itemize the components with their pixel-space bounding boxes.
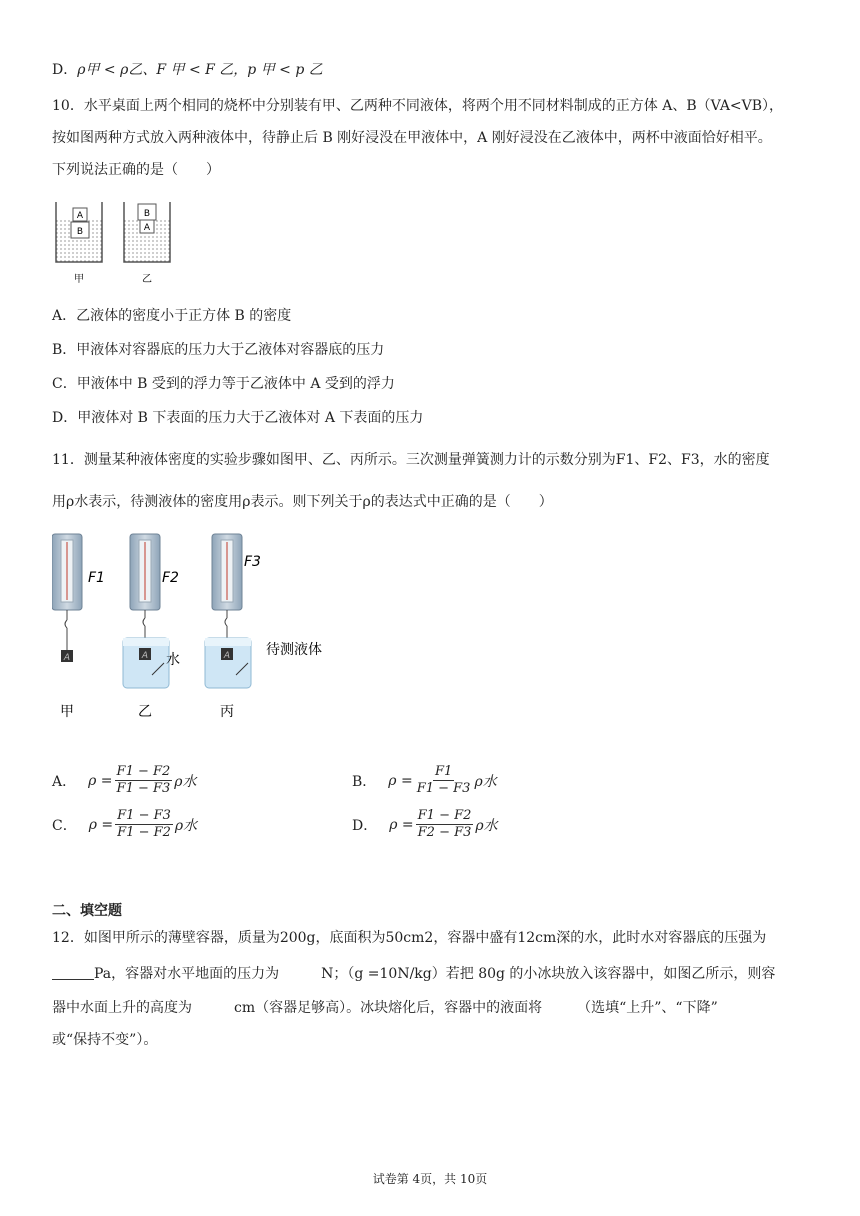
q11-spring-scale-jia xyxy=(52,534,105,720)
q10-beaker-jia xyxy=(56,202,102,285)
q12-line3: 器中水面上升的高度为 cm（容器足够高）。冰块熔化后，容器中的液面将 （选填“上升”、“下降” xyxy=(52,1000,718,1016)
q11-option-d-rho: ρ = xyxy=(389,816,414,833)
q11-option-d-rho-water: ρ水 xyxy=(475,817,498,834)
q11-option-b-label: B． xyxy=(352,773,377,790)
q11-option-b-denominator: F1 − F3 xyxy=(416,781,471,796)
q11-option-c-denominator: F1 − F2 xyxy=(117,825,171,840)
q11-option-a-denominator: F1 − F3 xyxy=(116,781,171,796)
q12-line2 xyxy=(52,964,775,984)
q11-block-label-jia: A xyxy=(63,653,71,663)
q10-option-c: C．甲液体中 B 受到的浮力等于乙液体中 A 受到的浮力 xyxy=(52,376,395,392)
q11-option-a-numerator: F1 − F2 xyxy=(116,764,171,779)
q10-option-b: B．甲液体对容器底的压力大于乙液体对容器底的压力 xyxy=(52,342,385,358)
q11-option-a-rho: ρ = xyxy=(88,772,113,789)
q11-f2-label: F2 xyxy=(162,570,179,586)
q11-option-c-rho: ρ = xyxy=(88,816,114,833)
q11-option-d-fraction xyxy=(416,808,474,841)
q11-block-label-bing: A xyxy=(223,651,231,661)
q11-option-a-rho-water: ρ水 xyxy=(174,773,197,790)
q11-option-d xyxy=(352,808,498,841)
q9-option-d-text: ρ甲 < ρ乙、F 甲 < F 乙，p 甲 < p 乙 xyxy=(77,62,323,78)
q11-stem-line1: 11．测量某种液体密度的实验步骤如图甲、乙、丙所示。三次测量弹簧测力计的示数分别为F1、F2、F3，水的密度 xyxy=(52,452,770,468)
q11-option-d-numerator: F1 − F2 xyxy=(417,808,472,823)
q11-f3-label: F3 xyxy=(244,554,261,570)
q10-label-b-jia: B xyxy=(76,227,84,237)
q11-option-a xyxy=(52,764,197,797)
q11-option-c xyxy=(52,808,197,841)
q11-option-b-rho: ρ = xyxy=(388,772,413,789)
q11-stem-line2: 用ρ水表示，待测液体的密度用ρ表示。则下列关于ρ的表达式中正确的是（ ） xyxy=(52,494,553,510)
q11-option-b-rho-water: ρ水 xyxy=(474,773,497,790)
q10-stem-line1: 10．水平桌面上两个相同的烧杯中分别装有甲、乙两种不同液体，将两个用不同材料制成的正方体 A、B（VA<VB）， xyxy=(52,98,784,114)
q12-line1: 12．如图甲所示的薄壁容器，质量为200g，底面积为50cm2，容器中盛有12cm深的水，此时水对容器底的压强为 xyxy=(52,930,767,946)
q11-option-b xyxy=(352,764,497,797)
q11-option-b-fraction xyxy=(415,764,473,797)
q11-spring-scale-bing xyxy=(205,534,322,720)
q11-option-a-fraction xyxy=(115,764,173,797)
q11-option-c-label: C． xyxy=(52,817,77,834)
section-title-fill-in: 二、填空题 xyxy=(52,903,122,919)
q12-line2-text: Pa，容器对水平地面的压力为 N；（g =10N/kg）若把 80g 的小冰块放入该容器中，如图乙所示，则容 xyxy=(94,966,776,982)
q9-option-d xyxy=(52,60,323,80)
q10-caption-jia: 甲 xyxy=(74,274,84,285)
q10-label-b-yi: B xyxy=(143,209,151,219)
q12-line4: 或“保持不变”）。 xyxy=(52,1032,158,1048)
q11-option-d-label: D． xyxy=(352,817,378,834)
q11-caption-bing: 丙 xyxy=(220,704,234,720)
q10-stem-line2: 按如图两种方式放入两种液体中，待静止后 B 刚好浸没在甲液体中，A 刚好浸没在乙液体中，两杯中液面恰好相平。 xyxy=(52,130,772,146)
q10-caption-yi: 乙 xyxy=(142,274,152,285)
q10-beaker-yi xyxy=(124,202,170,285)
q11-water-label: 水 xyxy=(166,652,180,668)
q11-block-label-yi: A xyxy=(141,651,149,661)
q11-option-d-denominator: F2 − F3 xyxy=(417,825,472,840)
q11-option-a-label: A． xyxy=(52,773,77,790)
q11-option-c-numerator: F1 − F3 xyxy=(117,808,171,823)
q11-liquid-label: 待测液体 xyxy=(266,642,322,658)
q10-option-d: D．甲液体对 B 下表面的压力大于乙液体对 A 下表面的压力 xyxy=(52,410,424,426)
q10-figure xyxy=(52,196,182,292)
q12-blank-1[interactable] xyxy=(52,965,94,980)
q11-option-b-numerator: F1 xyxy=(434,764,453,779)
q10-label-a-jia: A xyxy=(76,211,84,221)
page-footer: 试卷第 4页，共 10页 xyxy=(372,1172,488,1186)
q10-label-a-yi: A xyxy=(143,223,151,233)
q11-figure xyxy=(52,530,352,725)
q10-stem-line3: 下列说法正确的是（ ） xyxy=(52,162,220,178)
q10-option-a: A．乙液体的密度小于正方体 B 的密度 xyxy=(52,308,292,324)
q11-caption-jia: 甲 xyxy=(60,704,74,720)
q11-f1-label: F1 xyxy=(88,570,105,586)
q9-option-d-label: D． xyxy=(52,62,78,78)
q11-spring-scale-yi xyxy=(123,534,180,720)
q11-caption-yi: 乙 xyxy=(138,704,152,720)
q11-option-c-rho-water: ρ水 xyxy=(174,817,198,834)
q11-option-c-fraction xyxy=(115,808,173,841)
